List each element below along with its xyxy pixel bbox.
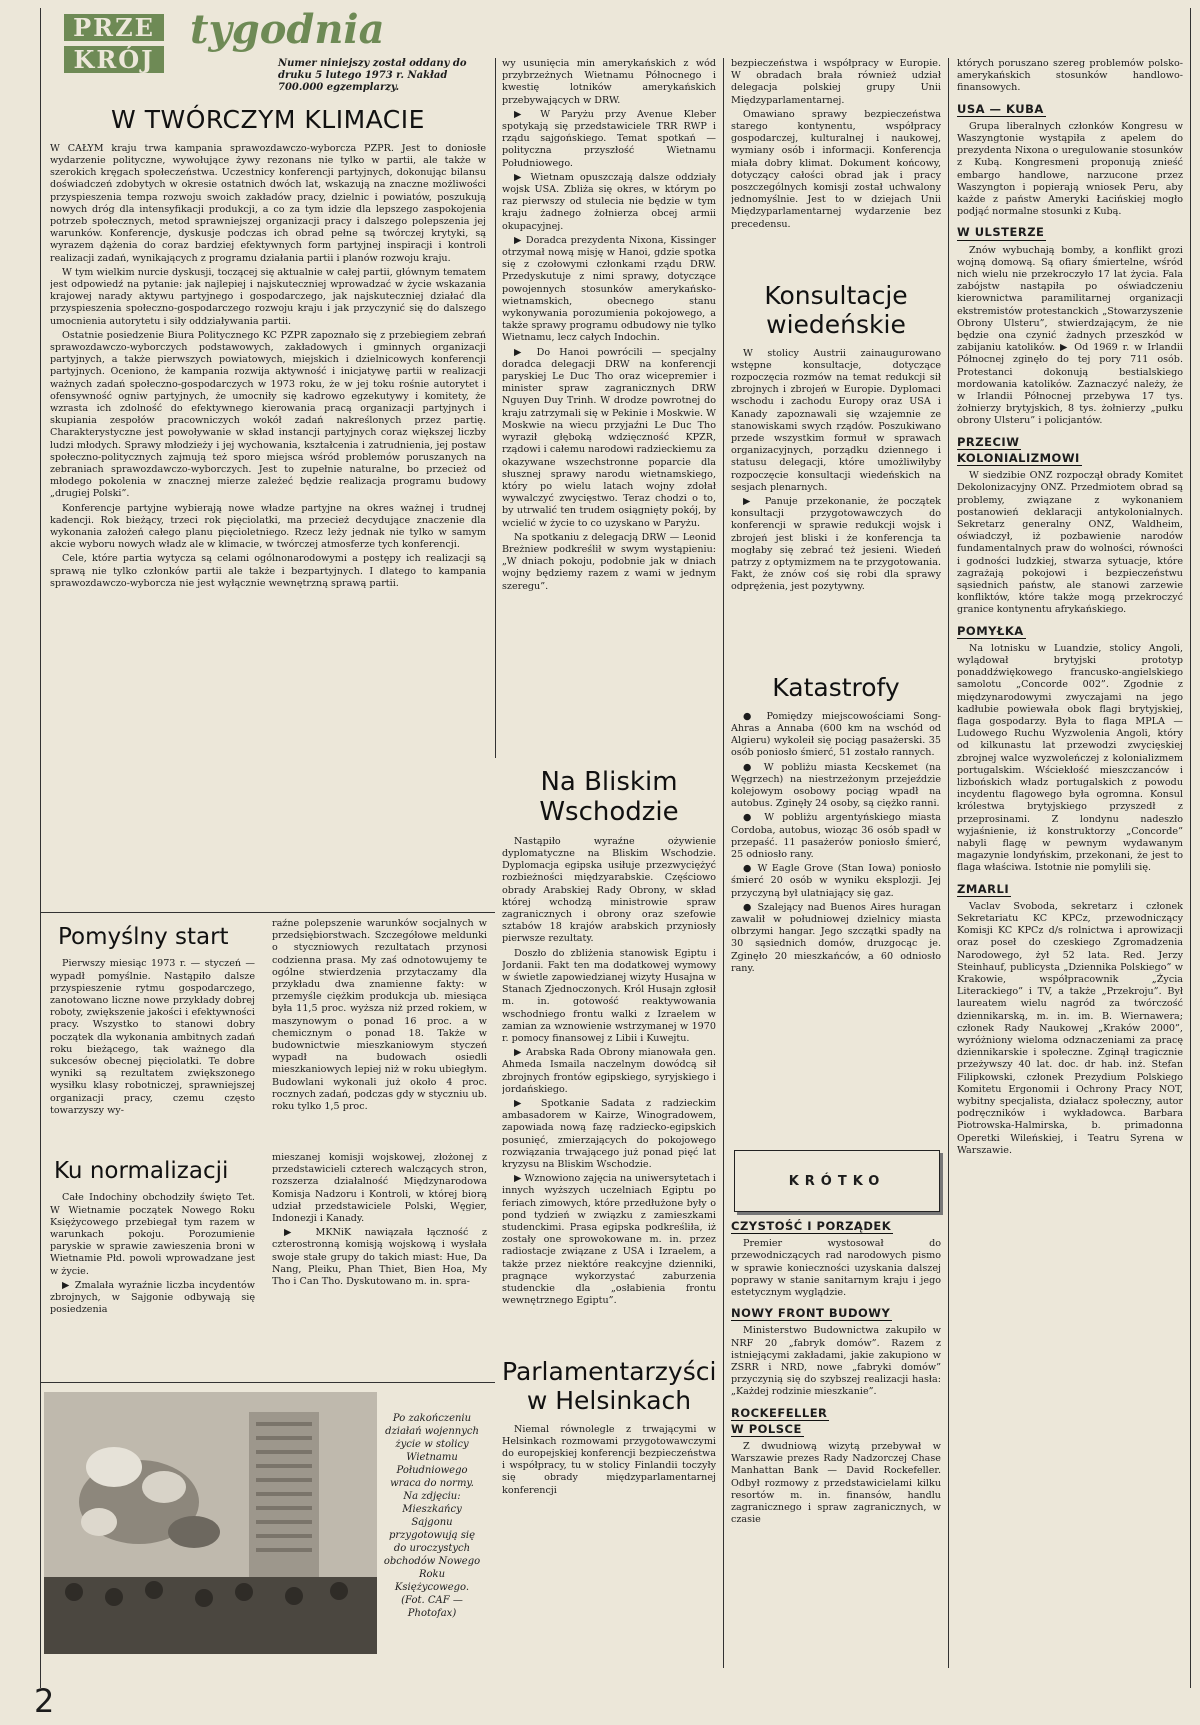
katastrofy-item: ● W pobliżu miasta Kecskemet (na Węgrzech) na niestrzeżonym przejeździe kolejowym osobowy pociąg wpadł na autobus. Zginęły 24 osoby, są ciężko ranni. — [731, 761, 941, 810]
bliski-wschod-title: Na Bliskim Wschodzie — [539, 767, 679, 827]
col3-paragraph: wy usunięcia min amerykańskich z wód przybrzeżnych Wietnamu Północnego i kwestię lotników amerykańskich przebywających w DRW. — [502, 58, 716, 106]
logo-top: PRZE — [64, 14, 164, 41]
helsinki-article — [502, 1352, 716, 1662]
bliski-wschod-article — [502, 762, 716, 1352]
saigon-photo — [44, 1392, 377, 1654]
col5-intro: których poruszano szereg problemów polsko-amerykańskich stosunków handlowo-finansowych. — [957, 58, 1183, 94]
bliski-wschod-paragraph: Nastąpiło wyraźne ożywienie dyplomatyczne na Bliskim Wschodzie. Dyplomacja egipska usiłuje przezwyciężyć rozbieżności międzyarabskie. Częściowo obrady Arabskiej Rady Obrony, w skład której wchodzą ministrowie spraw zagranicznych i obrony oraz szefowie sztabów 18 krajów arabskich przyniosły pierwsze rezultaty. — [502, 835, 716, 945]
script-title: tygodnia — [190, 6, 385, 53]
pomyslny-start-title: Pomyślny start — [58, 924, 229, 950]
helsinki-text: Niemal równolegle z trwającymi w Helsinkach rozmowami przygotowawczymi do europejskiej konferencji bezpieczeństwa i współpracy, tu w stolicy Finlandii toczyły się obrady międzyparlamentarnej konferencji — [502, 1423, 716, 1496]
normalizacja-title: Ku normalizacji — [54, 1158, 229, 1184]
col4-paragraph: Omawiano sprawy bezpieczeństwa starego kontynentu, współpracy gospodarczej, kulturalnej i naukowej, wymiany osób i informacji. Konferencja miała dobry klimat. Dokument końcowy, dotyczący całości obrad jak i pracy poszczególnych komisji został uchwalony jednomyślnie. Jest to w dziejach Unii Międzyparlamentarnej wydarzenie bez precedensu. — [731, 108, 941, 230]
katastrofy-item: ● W pobliżu argentyńskiego miasta Cordoba, autobus, wioząc 36 osób spadł w przepaść. 11 pasażerów poniosło śmierć, 25 odniosło rany. — [731, 812, 941, 860]
col4-paragraph: bezpieczeństwa i współpracy w Europie. W obradach brała również udział delegacja polskiej grupy Unii Międzyparlamentarnej. — [731, 58, 941, 106]
col3-paragraph: ▶ Doradca prezydenta Nixona, Kissinger otrzymał nową misję w Hanoi, gdzie spotka się z czołowymi członkami rządu DRW. Przedyskutuje z nimi sprawy, dotyczące powojennych stosunków amerykańsko-wietnamskich, obecnego stanu wykonywania porozumienia pokojowego, a także sprawy programu odbudowy nie tylko Wietnamu, lecz całych Indochin. — [502, 234, 716, 344]
lead-paragraph: Ostatnie posiedzenie Biura Politycznego KC PZPR zapoznało się z przebiegiem zebrań sprawozdawczo-wyborczych podstawowych, zakładowych i gminnych organizacji partyjnych, a także pierwszych powiatowych, miejskich i dzielnicowych konferencji partyjnych. Oceniono, że kampania rozwija aktywność i inicjatywę partii w realizacji ważnych zadań społeczno-gospodarczych w 1973 roku, że w jej toku rośnie autorytet i ofensywność ogniw partyjnych, że umocniły się kadrowo egzekutywy i komitety, że wzrasta ich zdolność do efektywnego kierowania pracą organizacji partyjnych i skupiania zespołów pracowniczych wokół zadań nakreślonych przez partię. Charakterystyczne jest powoływanie w skład instancji partyjnych coraz większej liczby ludzi młodych. Sprawy młodzieży i jej wychowania, kształcenia i zatrudnienia, jej postaw społeczno-politycznych zajmują też sporo miejsca wśród problemów poruszanych na zebraniach sprawozdawczo-wyborczych. Jest to zupełnie naturalne, bo przecież od młodego pokolenia w znacznej mierze zależeć będzie realizacja programu budowy „drugiej Polski”. — [50, 329, 486, 500]
right-border — [1190, 8, 1191, 1688]
lead-article — [50, 100, 486, 908]
col5-section-text: Grupa liberalnych członków Kongresu w Waszyngtonie wystąpiła z apelem do prezydenta Nixona o uregulowanie stosunków z Kubą. Kongresmeni proponują znieść embargo handlowe, narzucone przez Waszyngton i popierają wniosek Peru, aby każde z państw Ameryki Łacińskiej mogło podjąć normalne stosunki z Kubą. — [957, 120, 1183, 218]
lead-paragraph: W CAŁYM kraju trwa kampania sprawozdawczo-wyborcza PZPR. Jest to doniosłe wydarzenie polityczne, wywołujące żywy rezonans nie tylko w partii, ale także w szerokich kręgach społeczeństwa. Uczestnicy konferencji partyjnych, dokonując bilansu doświadczeń zdobytych w okresie ostatnich dwóch lat, wskazują na znaczne możliwości przyspieszenia tempa rozwoju swoich zakładów pracy, dzielnic i powiatów, poszukują nowych dróg dla intensyfikacji produkcji, a co za tym idzie dla lepszego zaspokojenia potrzeb społecznych, metod sprawniejszej organizacji pracy i dalszego polepszenia jej warunków. Konferencje, dyskusje podczas ich obrad pełne są twórczej krytyki, są wyrazem dążenia do coraz bardziej efektywnych form partyjnej inspiracji i kontroli realizacji zadań, wynikających z programu działania partii i planów rozwoju kraju. — [50, 142, 486, 264]
konsultacje-paragraph: ▶ Panuje przekonanie, że początek konsultacji przygotowawczych do konferencji w sprawie redukcji wojsk i zbrojeń jest bliski i że konferencja ta mogłaby się zebrać też jesieni. Wiedeń patrzy z optymizmem na te przygotowania. Fakt, że znów coś się robi dla sprawy odprężenia, jest pozytywny. — [731, 495, 941, 593]
col5-section-title: W ULSTERZE — [957, 225, 1045, 240]
helsinki-title: Parlamentarzyści w Helsinkach — [502, 1357, 716, 1415]
col5-section-title: USA — KUBA — [957, 101, 1044, 116]
normalizacja-text: ▶ Zmalała wyraźnie liczba incydentów zbrojnych, w Sajgonie odbywają się posiedzenia — [50, 1279, 255, 1316]
col5-section-text: W siedzibie ONZ rozpoczął obrady Komitet Dekolonizacyjny ONZ. Przedmiotem obrad są problemy, związane z wykonaniem postanowień deklaracji antykolonialnych. Sekretarz generalny ONZ, Waldheim, oświadczył, iż pozbawienie narodów fundamentalnych praw do wolności, równości i godności ludzkiej, stwarza sytuacje, które zagrażają pokojowi i bezpieczeństwu sąsiednich państw, ale stanowi zarzewie konfliktów, które także mogą przekroczyć granice kontynentu afrykańskiego. — [957, 470, 1183, 616]
lead-paragraph: Konferencje partyjne wybierają nowe władze partyjne na okres ważnej i trudnej kadencji. Rok bieżący, trzeci rok pięciolatki, ma przecież decydujące znaczenie dla wykonania założeń całego planu pięcioletniego. Rzecz leży jednak nie tylko w samym akcie wyboru nowych władz ale w klimacie, w twórczej atmosferze tych konferencji. — [50, 502, 486, 551]
katastrofy-title: Katastrofy — [772, 673, 900, 702]
normalizacja-col2 — [272, 1152, 487, 1380]
left-border — [40, 8, 41, 1688]
bliski-wschod-paragraph: ▶ Spotkanie Sadata z radzieckim ambasadorem w Kairze, Winogradowem, zapowiada nową fazę radziecko-egipskich posunięć, zmierzających do pokojowego rozwiązania trwającego już ponad pięć lat kryzysu na Bliskim Wschodzie. — [502, 1098, 716, 1171]
normalizacja-text: mieszanej komisji wojskowej, złożonej z przedstawicieli czterech walczących stron, rozszerza działalność Międzynarodowa Komisja Nadzoru i Kontroli, w której biorą udział przedstawiciele Polski, Węgier, Indonezji i Kanady. — [272, 1152, 487, 1225]
photo-caption-text: Po zakończeniu działań wojennych życie w stolicy Wietnamu Południowego wraca do normy. Na zdjęciu: Mieszkańcy Sajgonu przygotowują się do uroczystych obchodów Nowego Roku Księżycowego. (Fot. CAF — Photofax) — [383, 1413, 481, 1619]
krotko-section-text: Z dwudniową wizytą przebywał w Warszawie prezes Rady Nadzorczej Chase Manhattan Bank — David Rockefeller. Odbył rozmowy z przedstawicielami kilku resortów m. in. finansów, handlu zagranicznego i spraw zagranicznych, w czasie — [731, 1441, 941, 1526]
col3-paragraph: ▶ Do Hanoi powrócili — specjalny doradca delegacji DRW na konferencji paryskiej Le Duc Tho oraz wicepremier i minister spraw zagranicznych DRW Nguyen Duy Trinh. W drodze powrotnej do kraju zatrzymali się w Pekinie i Moskwie. W Moskwie na wiecu przyjaźni Le Duc Tho wyraził głęboką wdzięczność KPZR, rządowi i całemu narodowi radzieckiemu za okazywane wszechstronne poparcie dla słusznej sprawy narodu wietnamskiego, który po wielu latach wojny zdołał wywalczyć zwycięstwo. Teraz chodzi o to, by utrwalić ten trudem osiągnięty pokój, by wcielić w życie to co uzyskano w Paryżu. — [502, 346, 716, 529]
bliski-wschod-paragraph: Doszło do zbliżenia stanowisk Egiptu i Jordanii. Fakt ten ma dodatkowej wymowy w świetle zapowiedzianej wizyty Husajna w Stanach Zjednoczonych. Król Husajn zgłosił m. in. gotowość reaktywowania wschodniego frontu walki z Izraelem w zamian za wznowienie wstrzymanej w 1970 r. pomocy finansowej z Libii i Kuwejtu. — [502, 947, 716, 1045]
lead-title: W TWÓRCZYM KLIMACIE — [111, 105, 425, 134]
pomyslny-start-text-2: raźne polepszenie warunków socjalnych w przedsiębiorstwach. Szczegółowe meldunki o styczniowych rezultatach przynosi codzienna prasa. My zaś odnotowujemy te ogólne stwierdzenia przytaczamy dla przykładu dwa znamienne fakty: w przemyśle ciężkim produkcja ub. miesiąca była 11,5 proc. wyższa niż przed rokiem, w maszynowym o ponad 16 proc. a w chemicznym o ponad 18. Także w budownictwie mieszkaniowym styczeń wypadł na budowach osiedli mieszkaniowych lepiej niż w roku ubiegłym. Budowlani wykonali już około 4 proc. rocznych zadań, podczas gdy w styczniu ub. roku tylko 1,5 proc. — [272, 918, 487, 1113]
krotko-box — [734, 1150, 940, 1212]
normalizacja-text: Całe Indochiny obchodziły święto Tet. W Wietnamie początek Nowego Roku Księżycowego przebiegał tym razem w warunkach pokoju. Porozumienie paryskie w sprawie zawieszenia broni w Wietnamie Płd. powoli wprowadzane jest w życie. — [50, 1192, 255, 1277]
krotko-section-title-2: W POLSCE — [731, 1421, 802, 1436]
photo-caption — [377, 1392, 487, 1654]
col3-paragraph: ▶ Wietnam opuszczają dalsze oddziały wojsk USA. Zbliża się okres, w którym po raz pierwszy od stulecia nie będzie w tym kraju żadnego żołnierza obcej armii okupacyjnej. — [502, 171, 716, 232]
krotko-section-title: NOWY FRONT BUDOWY — [731, 1306, 891, 1321]
konsultacje-article — [731, 276, 941, 660]
column-rule — [495, 58, 496, 758]
col3-paragraph: ▶ W Paryżu przy Avenue Kleber spotykają się przedstawiciele TRR RWP i rządu sajgońskiego. Temat spotkań — polityczna przyszłość Wietnamu Południowego. — [502, 108, 716, 169]
col5-section-title: POMYŁKA — [957, 623, 1024, 638]
katastrofy-item: ● W Eagle Grove (Stan Iowa) poniosło śmierć 20 osób w wyniku eksplozji. Jej przyczyną był ulatniający się gaz. — [731, 863, 941, 899]
konsultacje-paragraph: W stolicy Austrii zainaugurowano wstępne konsultacje, dotyczące rozpoczęcia rozmów na temat redukcji sił zbrojnych i zbrojeń w Europie. Dyplomaci wschodu i zachodu Europy oraz USA i Kanady zapoznawali się wzajemnie ze stanowiskami swych rządów. Poszukiwano przede wszystkim formuł w sprawach organizacyjnych, porządku dziennego i statusu delegacji, które umożliwiłyby rozpoczęcie konsultacji wiedeńskich na sesjach plenarnych. — [731, 347, 941, 493]
lead-paragraph: W tym wielkim nurcie dyskusji, toczącej się aktualnie w całej partii, głównym tematem jest odpowiedź na pytanie: jak najlepiej i najskuteczniej wprowadzać w życie wskazania krajowej narady aktywu partyjnego i gospodarczego, jak najskuteczniej działać dla przyspieszenia społeczno-gospodarczego rozwoju kraju i jak przyczynić się do dalszego umocnienia autorytetu i siły oddziaływania partii. — [50, 266, 486, 327]
column-rule — [723, 58, 724, 1668]
column-5 — [957, 58, 1183, 1668]
normalizacja-article — [50, 1152, 255, 1380]
column-3-top — [502, 58, 716, 758]
print-note: Numer niniejszy został oddany do druku 5 lutego 1973 r. Nakład 700.000 egzemplarzy. — [278, 58, 467, 93]
col5-section-title: ZMARLI — [957, 881, 1010, 896]
konsultacje-title: Konsultacje wiedeńskie — [764, 281, 908, 339]
col5-section-title: PRZECIW — [957, 434, 1020, 449]
katastrofy-item: ● Szalejący nad Buenos Aires huragan zawalił w południowej dzielnicy miasta olbrzymi hangar. Jego szczątki spadły na 30 sąsiednich domów, druzgocąc je. Zginęło 20 mieszkańców, a 60 odniosło rany. — [731, 901, 941, 974]
pomyslny-start-text: Pierwszy miesiąc 1973 r. — styczeń — wypadł pomyślnie. Nastąpiło dalsze przyspieszenie rytmu gospodarczego, zanotowano liczne nowe przykłady dobrej roboty, zwiększenie jakości i efektywności pracy. Wszystko to stanowi dobry początek dla wykonania ambitnych zadań roku bieżącego, tak ważnego dla sukcesów obecnej pięciolatki. Te dobre wyniki są rezultatem zwiększonego wysiłku klasy robotniczej, sprawniejszej organizacji pracy, czemu często towarzyszy wy- — [50, 958, 255, 1116]
krotko-section-title: CZYSTOŚĆ I PORZĄDEK — [731, 1219, 892, 1233]
section-rule — [40, 912, 495, 913]
krotko-section-title: ROCKEFELLER — [731, 1405, 828, 1420]
section-rule — [40, 1382, 495, 1383]
krotko-sections — [731, 1214, 941, 1670]
col3-paragraph: Na spotkaniu z delegacją DRW — Leonid Breżniew podkreślił w swym wystąpieniu: „W dniach pokoju, podobnie jak w dniach wojny będziemy razem z wami w jednym szeregu”. — [502, 531, 716, 592]
col5-section-text: Vaclav Svoboda, sekretarz i członek Sekretariatu KC KPCz, przewodniczący Komisji KC KPCz d/s rolnictwa i aprowizacji oraz poseł do czeskiego Zgromadzenia Narodowego, żył 52 lata. Red. Jerzy Steinhauf, publicysta „Dziennika Polskiego” w Krakowie, współpracownik „Życia Literackiego” i TV, a także „Przekroju”. Był laureatem wielu nagród za twórczość dziennikarską, m. in. im. B. Wiernawera; członek Rady Naukowej „Kraków 2000”, wyróżniony wieloma odznaczeniami za pracę dziennikarskie i społeczne. Zginął tragicznie przeżywszy 40 lat. doc. dr hab. inż. Stefan Filipkowski, członek Prezydium Polskiego Komitetu Ergonomii i Ochrony Pracy NOT, wybitny specjalista, działacz społeczny, autor podręczników i wykładowca. Barbara Piotrowska-Halmirska, b. primadonna Operetki Wileńskiej, i Teatru Syrena w Warszawie. — [957, 900, 1183, 1156]
lead-paragraph: Cele, które partia wytycza są celami ogólnonarodowymi a postępy ich realizacji są sprawą nie tylko członków partii ale także i bezpartyjnych. I dlatego to kampania sprawozdawczo-wyborcza nie jest wyłącznie wewnętrzną sprawą partii. — [50, 553, 486, 589]
col5-section-text: Na lotnisku w Luandzie, stolicy Angoli, wylądował brytyjski prototyp ponaddźwiękowego francusko-angielskiego samolotu „Concorde 002”. Zgodnie z międzynarodowymi zwyczajami na jego kadłubie powiewała obok flagi brytyjskiej, flaga gospodarzy. Była to flaga MPLA — Ludowego Ruchu Wyzwolenia Angoli, który od kilkunastu lat przewodzi zwycięskiej zbrojnej walce wyzwoleńczej z kolonializmem portugalskim. Wściekłość mieszczanców i lizbońskich władz portugalskich z powodu incydentu flagowego była ogromna. Konsul królestwa brytyjskiego przyszedł z przeprosinami. Z londynu nadeszło wyjaśnienie, iż konstruktorzy „Concorde” nabyli flagę w pewnym wydawanym magazynie londyńskim, przekonani, że jest to flaga właściwa. Istotnie nie pomylili się. — [957, 642, 1183, 874]
photo-illustration — [44, 1392, 377, 1654]
normalizacja-text: ▶ MKNiK nawiązała łączność z czterostronną komisją wojskową i wysłała swoje stałe grupy do takich miast: Hue, Da Nang, Pleiku, Phan Thiet, Bien Hoa, My Tho i Can Tho. Dyskutowano m. in. spra- — [272, 1227, 487, 1288]
bliski-wschod-paragraph: ▶ Arabska Rada Obrony mianowała gen. Ahmeda Ismaila naczelnym dowódcą sił zbrojnych frontów egipskiego, syryjskiego i jordańskiego. — [502, 1047, 716, 1095]
col5-section-text: Znów wybuchają bomby, a konflikt grozi wojną domową. Są ofiary śmiertelne, wśród nich wielu nie przekroczyło 17 lat życia. Fala zabójstw nastąpiła po oświadczeniu kierownictwa paramilitarnej organizacji ekstremistów protestanckich „Stowarzyszenie Obrony Ulsteru”, stwierdzającym, że nie będzie ona czynić żadnych przeszkód w zabijaniu katolików. ▶ Od 1969 r. w Irlandii Północnej zginęło do tej pory 711 osób. Protestanci dokonują bestialskiego mordowania katolików. Zaznaczyć należy, że w Irlandii Północnej przebywa 17 tys. żołnierzy brytyjskich, 8 tys. żołnierzy „pułku obrony Ulsteru” i policjantów. — [957, 244, 1183, 427]
pomyslny-start-col2 — [272, 918, 487, 1146]
col5-section-title-2: KOLONIALIZMOWI — [957, 450, 1080, 465]
column-4-top — [731, 58, 941, 273]
krotko-section-text: Premier wystosował do przewodniczących rad narodowych pismo w sprawie konieczności uzyskania dalszej poprawy w stanie sanitarnym kraju i jego estetycznym wyglądzie. — [731, 1238, 941, 1299]
page-number: 2 — [34, 1682, 55, 1720]
bliski-wschod-paragraph: ▶ Wznowiono zajęcia na uniwersytetach i innych wyższych uczelniach Egiptu po feriach zimowych, które przedłużone były o pond tydzień w związku z zamieszkami studenckimi. Prasa egipska podkreśliła, iż zostały one sprowokowane m. in. przez radiostacje związane z USA i Izraelem, a także przez niektóre reakcyjne dzienniki, pragnące wykorzystać zaburzenia studenckie dla „osłabienia frontu wewnętrznego Egiptu”. — [502, 1173, 716, 1307]
pomyslny-start-article — [50, 918, 255, 1146]
column-rule — [948, 58, 949, 1668]
katastrofy-item: ● Pomiędzy miejscowościami Song-Ahras a Annaba (600 km na wschód od Algieru) wykoleił się pociąg pasażerski. 35 osób poniosło śmierć, 51 zostało rannych. — [731, 710, 941, 759]
krotko-section-text: Ministerstwo Budownictwa zakupiło w NRF 20 „fabryk domów”. Razem z istniejącymi zakładami, jakie zakupiono w ZSRR i NRD, nowe „fabryki domów” przyczynią się do szybszej realizacji hasła: „Każdej rodzinie mieszkanie”. — [731, 1325, 941, 1398]
logo-bottom: KRÓJ — [64, 46, 164, 73]
katastrofy-article — [731, 668, 941, 1138]
krotko-label: KRÓTKO — [788, 1173, 886, 1189]
